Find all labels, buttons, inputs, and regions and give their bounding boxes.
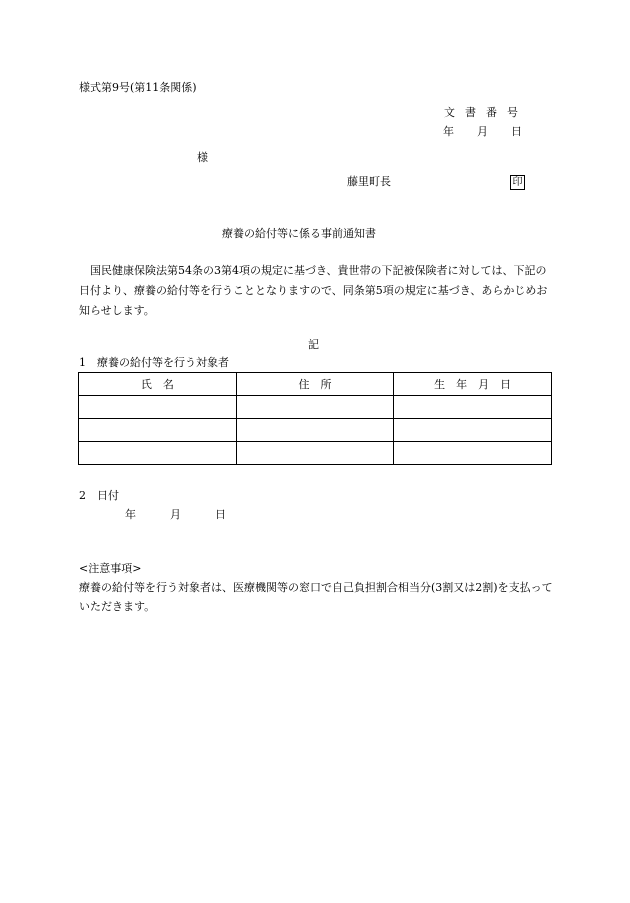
table-row	[79, 396, 552, 419]
table-cell	[394, 419, 552, 442]
addressee-suffix: 様	[197, 151, 208, 164]
column-header-birthdate: 生 年 月 日	[394, 373, 552, 396]
notes-heading: <注意事項>	[79, 562, 142, 575]
table-row	[79, 419, 552, 442]
ki-label: 記	[308, 338, 319, 351]
target-persons-table	[78, 372, 552, 465]
seal-mark: 印	[510, 175, 525, 190]
table-cell	[236, 442, 394, 465]
body-paragraph: 国民健康保険法第54条の3第4項の規定に基づき、貴世帯の下記被保険者に対しては、下記の日付より、療養の給付等を行うこととなりますので、同条第5項の規定に基づき、あらかじめお知らせします。	[79, 264, 548, 317]
column-header-address: 住 所	[236, 373, 394, 396]
table-cell	[394, 396, 552, 419]
table-cell	[79, 396, 237, 419]
table-cell	[79, 442, 237, 465]
document-number-label: 文書番号	[444, 106, 528, 119]
notes-text: 療養の給付等を行う対象者は、医療機関等の窓口で自己負担割合相当分(3割又は2割)を支払っていただきます。	[79, 581, 553, 613]
table-cell	[79, 419, 237, 442]
section2-heading: 2 日付	[79, 489, 119, 502]
section1-heading: 1 療養の給付等を行う対象者	[79, 356, 229, 369]
table-row	[79, 442, 552, 465]
sender-name: 藤里町長	[347, 175, 391, 188]
table-cell	[394, 442, 552, 465]
table-cell	[236, 419, 394, 442]
column-header-name: 氏 名	[79, 373, 237, 396]
date-label: 年 月 日	[443, 125, 528, 138]
table-cell	[236, 396, 394, 419]
form-number: 様式第9号(第11条関係)	[79, 81, 197, 94]
section2-date: 年 月 日	[125, 508, 230, 521]
document-title: 療養の給付等に係る事前通知書	[222, 227, 376, 240]
table-header-row	[79, 373, 552, 396]
